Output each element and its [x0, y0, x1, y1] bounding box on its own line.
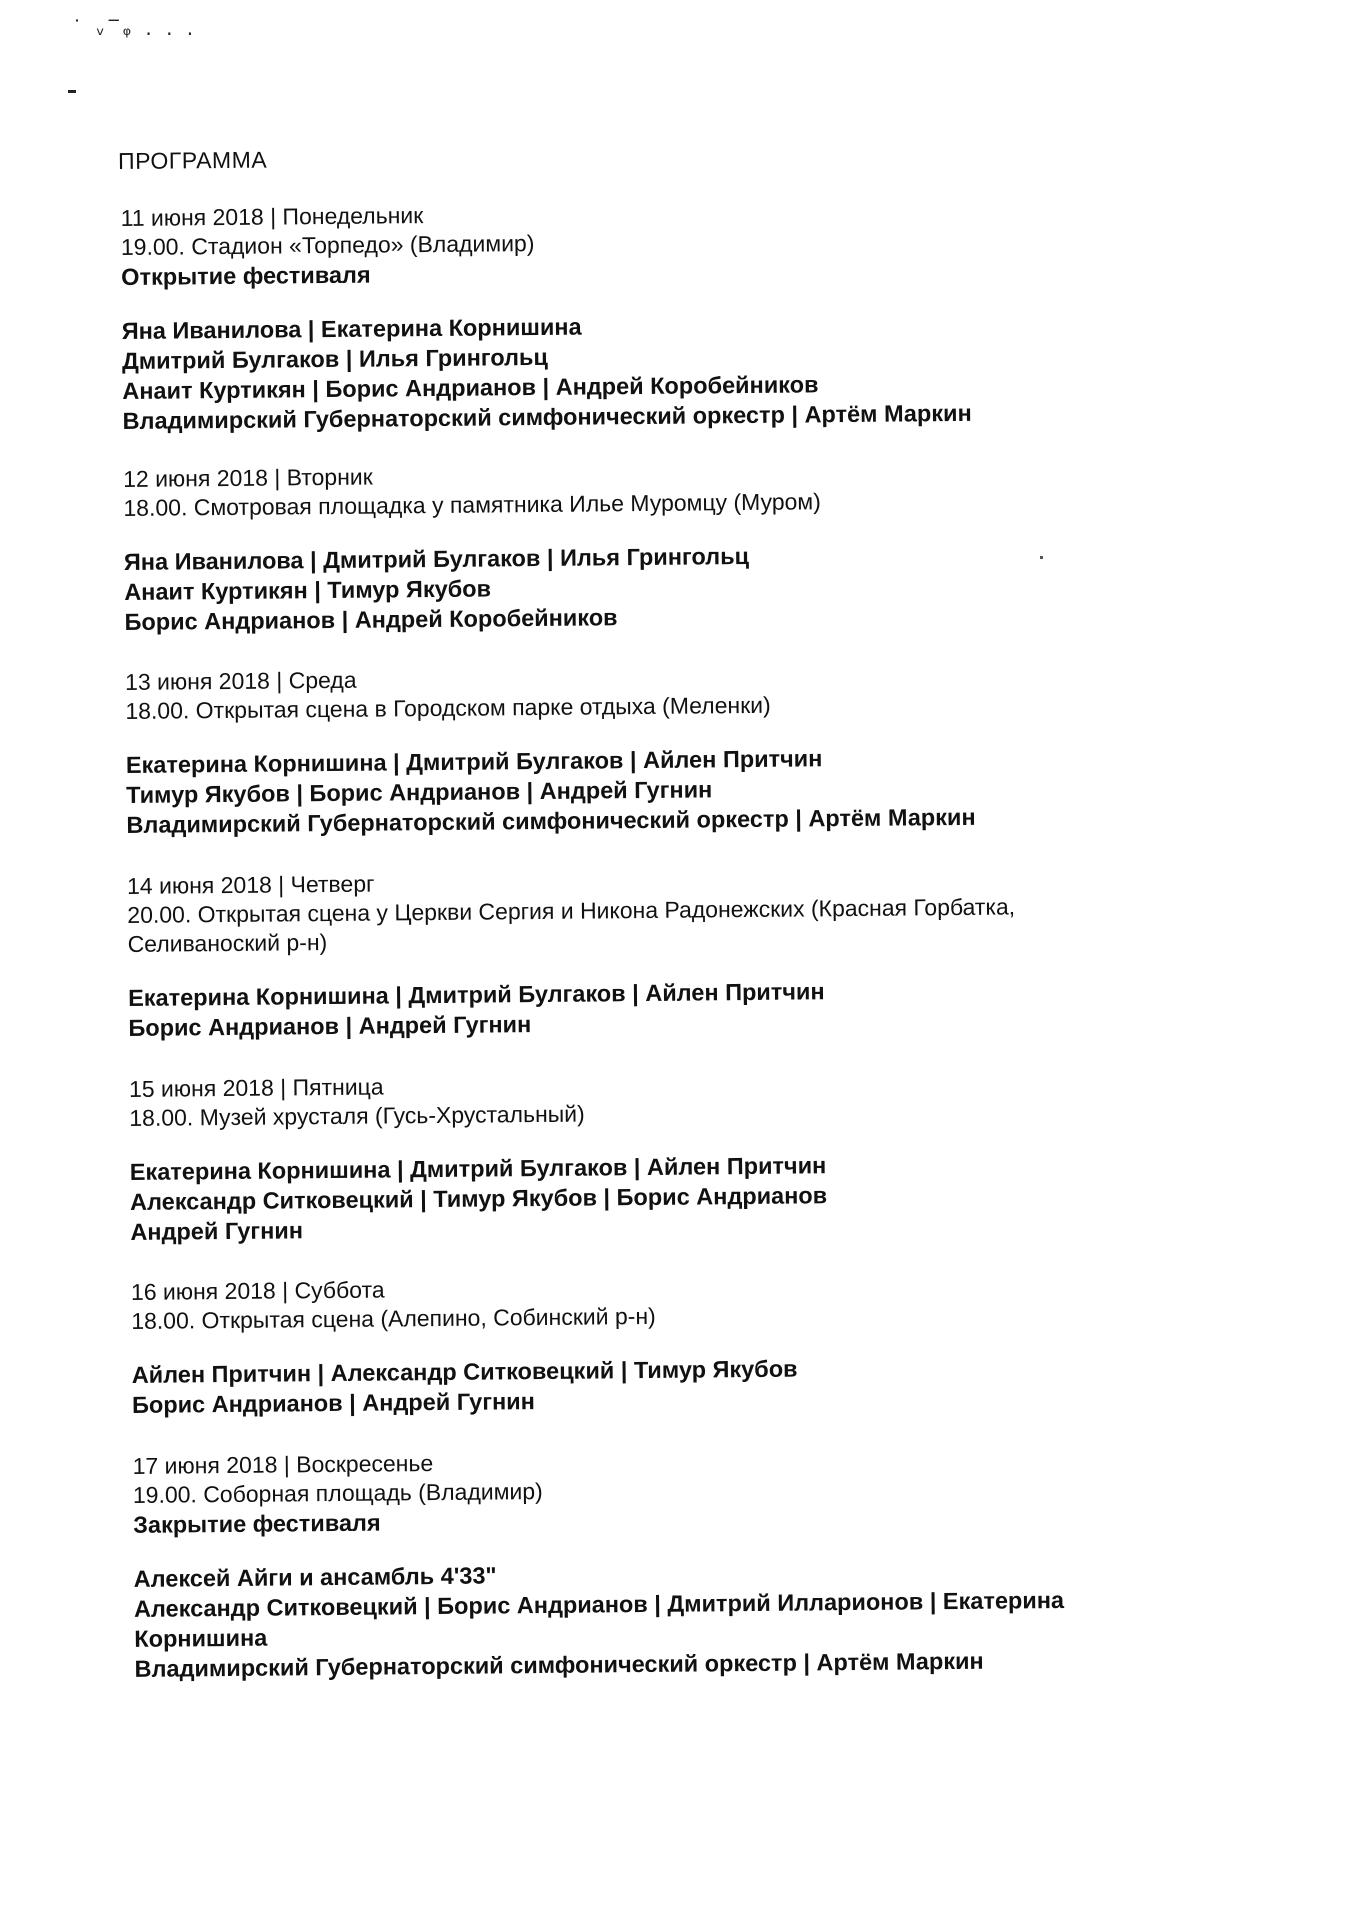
day-date: 13 июня 2018 | Среда: [124, 666, 357, 695]
program-day: [129, 1068, 828, 1247]
program-day: [131, 1272, 798, 1420]
program-day: [132, 1443, 1064, 1684]
day-venue: 18.00. Музей хрусталя (Гусь-Хрустальный): [129, 1100, 585, 1131]
performer-line: Владимирский Губернаторский симфонический оркестр | Артём Маркин: [134, 1647, 984, 1682]
program-day: [125, 660, 976, 840]
day-date: 15 июня 2018 | Пятница: [128, 1073, 384, 1102]
performer-line: Екатерина Корнишина | Дмитрий Булгаков | Айлен Притчин: [128, 978, 825, 1011]
performer-line: Алексей Айги и ансамбль 4'33": [133, 1562, 497, 1592]
day-date: 16 июня 2018 | Суббота: [130, 1276, 385, 1305]
day-venue: 19.00. Стадион «Торпедо» (Владимир): [120, 230, 535, 260]
scan-artifact-dash: [68, 90, 76, 93]
program-day: [123, 458, 822, 637]
program-day: [121, 196, 972, 436]
performer-line: Борис Андрианов | Андрей Гугнин: [131, 1388, 535, 1418]
day-date: 11 июня 2018 | Понедельник: [120, 202, 424, 231]
performer-line: Екатерина Корнишина | Дмитрий Булгаков | Айлен Притчин: [129, 1152, 827, 1185]
performer-line: Анаит Куртикян | Борис Андрианов | Андрей Коробейников: [122, 371, 819, 404]
day-venue: 18.00. Открытая сцена (Алепино, Собинский р-н): [131, 1302, 656, 1334]
day-event: Открытие фестиваля: [121, 261, 371, 290]
performer-line: Корнишина: [134, 1624, 268, 1652]
scan-artifact-dot: [1040, 556, 1043, 559]
day-venue: 20.00. Открытая сцена у Церкви Сергия и Никона Радонежских (Красная Горбатка,: [127, 893, 1016, 928]
performer-line: Тимур Якубов | Борис Андрианов | Андрей Гугнин: [126, 776, 713, 808]
performer-line: Анаит Куртикян | Тимур Якубов: [124, 575, 492, 605]
performer-line: Александр Ситковецкий | Тимур Якубов | Борис Андрианов: [129, 1182, 828, 1215]
performer-line: Борис Андрианов | Андрей Коробейников: [124, 604, 618, 635]
performer-line: Дмитрий Булгаков | Илья Грингольц: [121, 343, 549, 374]
day-venue: 18.00. Смотровая площадка у памятника Илье Муромцу (Муром): [123, 488, 821, 521]
day-date: 14 июня 2018 | Четверг: [126, 870, 375, 899]
day-venue: 18.00. Открытая сцена в Городском парке отдыха (Меленки): [125, 691, 771, 724]
performer-line: Айлен Притчин | Александр Ситковецкий | Тимур Якубов: [131, 1355, 798, 1388]
performer-line: Борис Андрианов | Андрей Гугнин: [128, 1011, 532, 1041]
day-date: 17 июня 2018 | Воскресенье: [132, 1450, 434, 1479]
performer-line: Владимирский Губернаторский симфонический оркестр | Артём Маркин: [126, 803, 976, 838]
performer-line: Владимирский Губернаторский симфонический оркестр | Артём Маркин: [122, 399, 972, 434]
scan-artifact: ˙ ᵥ‾ᵩ . . .: [72, 16, 198, 40]
performer-line: Александр Ситковецкий | Борис Андрианов | Дмитрий Илларионов | Екатерина: [133, 1587, 1065, 1622]
performer-line: Яна Иванилова | Дмитрий Булгаков | Илья Грингольц: [123, 542, 750, 575]
day-date: 12 июня 2018 | Вторник: [123, 463, 373, 492]
page-title: ПРОГРАММА: [117, 146, 268, 175]
performer-line: Яна Иванилова | Екатерина Корнишина: [121, 313, 582, 344]
day-event: Закрытие фестиваля: [133, 1509, 381, 1538]
day-venue-continued: Селиваноский р-н): [127, 929, 328, 957]
day-venue: 19.00. Соборная площадь (Владимир): [132, 1478, 543, 1508]
performer-line: Екатерина Корнишина | Дмитрий Булгаков | Айлен Притчин: [125, 745, 823, 778]
program-day: [127, 863, 1016, 1043]
performer-line: Андрей Гугнин: [130, 1217, 304, 1245]
